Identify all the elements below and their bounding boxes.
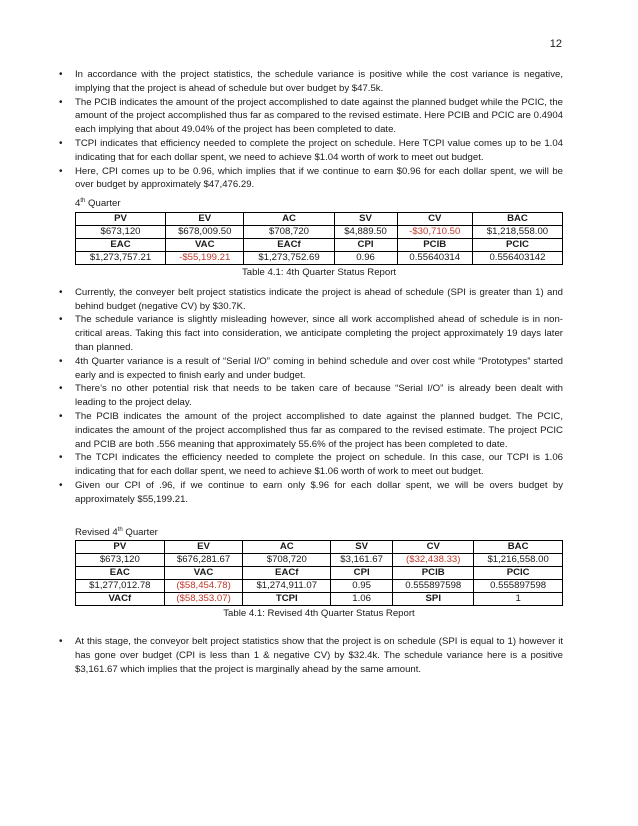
table-row	[76, 238, 563, 251]
header-cell: CV	[397, 212, 472, 225]
header-cell: PV	[76, 212, 166, 225]
value-cell: 0.555897598	[474, 580, 563, 593]
analysis-list-1	[59, 68, 563, 192]
document-body	[59, 68, 563, 677]
page-number: 12	[549, 38, 562, 50]
table-row	[76, 567, 563, 580]
header-cell: SV	[334, 212, 397, 225]
value-cell: $1,273,757.21	[76, 251, 166, 264]
value-cell: $708,720	[244, 225, 334, 238]
table2-title: Revised 4th Quarter	[75, 526, 158, 538]
list-item: • The PCIB indicates the amount of the project accomplished to date against the planned budget. The PCIC, indicates the amount of the project accomplished thus far as compared to the revised estimate. The project PCIC and PCIB are both .556 meaning that approximately 55.6% of the project has been completed to date.	[59, 410, 563, 451]
header-cell: SPI	[393, 593, 474, 606]
header-cell: EACf	[244, 238, 334, 251]
header-cell: PCIC	[474, 567, 563, 580]
table-row	[76, 251, 563, 264]
list-item: • Currently, the conveyer belt project statistics indicate the project is ahead of schedule (SPI is greater than 1) and behind budget (negative CV) by $30.7K.	[59, 286, 563, 314]
header-cell: VACf	[76, 593, 165, 606]
analysis-list-3	[59, 635, 563, 676]
list-item: • TCPI indicates that efficiency needed to complete the project on schedule. Here TCPI value comes up to be 1.04 indicating that for each dollar spent, we need to achieve $1.04 worth of work to meet out budget.	[59, 137, 563, 165]
header-cell: PCIC	[472, 238, 562, 251]
header-cell: CPI	[331, 567, 393, 580]
negative-value-cell: -$30,710.50	[397, 225, 472, 238]
value-cell: $708,720	[243, 554, 331, 567]
analysis-list-2	[59, 286, 563, 507]
list-item: • In accordance with the project statistics, the schedule variance is positive while the cost variance is negative, implying that the project is ahead of schedule but over budget by $47.5k.	[59, 68, 563, 96]
value-cell: 0.555897598	[393, 580, 474, 593]
table-row	[76, 212, 563, 225]
value-cell: $676,281.67	[164, 554, 243, 567]
table-row	[76, 541, 563, 554]
header-cell: AC	[244, 212, 334, 225]
value-cell: $1,273,752.69	[244, 251, 334, 264]
value-cell: $3,161.67	[331, 554, 393, 567]
value-cell: 1	[474, 593, 563, 606]
value-cell: 0.95	[331, 580, 393, 593]
negative-value-cell: ($58,353.07)	[164, 593, 243, 606]
table-row	[76, 554, 563, 567]
value-cell: 0.96	[334, 251, 397, 264]
status-report-table-q4	[75, 212, 563, 265]
value-cell: $1,277,012.78	[76, 580, 165, 593]
value-cell: $1,216,558.00	[474, 554, 563, 567]
list-item: • Here, CPI comes up to be 0.96, which implies that if we continue to earn $0.96 for each dollar spent, we will be over budget by approximately $47,476.29.	[59, 165, 563, 193]
table-row	[76, 593, 563, 606]
header-cell: EAC	[76, 567, 165, 580]
header-cell: TCPI	[243, 593, 331, 606]
header-cell: BAC	[474, 541, 563, 554]
list-item: • At this stage, the conveyor belt project statistics show that the project is on schedule (SPI is equal to 1) however it has gone over budget (CPI is less than 1 & negative CV) by $32.4k. The schedule variance here is a positive $3,161.67 which implies that the project is marginally ahead by the same amount.	[59, 635, 563, 676]
header-cell: EAC	[76, 238, 166, 251]
table2-caption: Table 4.1: Revised 4th Quarter Status Report	[223, 608, 415, 620]
value-cell: $1,218,558.00	[472, 225, 562, 238]
table1-title: 4th Quarter	[75, 198, 121, 210]
header-cell: PCIB	[393, 567, 474, 580]
value-cell: $673,120	[76, 554, 165, 567]
value-cell: $678,009.50	[166, 225, 244, 238]
negative-value-cell: ($58,454.78)	[164, 580, 243, 593]
header-cell: EACf	[243, 567, 331, 580]
header-cell: CV	[393, 541, 474, 554]
header-cell: EV	[164, 541, 243, 554]
negative-value-cell: -$55,199.21	[166, 251, 244, 264]
table1-caption: Table 4.1: 4th Quarter Status Report	[241, 266, 397, 278]
header-cell: EV	[166, 212, 244, 225]
status-report-table-revised-q4	[75, 540, 563, 606]
value-cell: $1,274,911.07	[243, 580, 331, 593]
header-cell: SV	[331, 541, 393, 554]
value-cell: 1.06	[331, 593, 393, 606]
list-item: • The TCPI indicates the efficiency needed to complete the project on schedule. In this case, our TCPI is 1.06 indicating that for each dollar spent, we need to achieve $1.06 worth of work to meet out budget.	[59, 451, 563, 479]
negative-value-cell: ($32,438.33)	[393, 554, 474, 567]
table-row	[76, 225, 563, 238]
header-cell: AC	[243, 541, 331, 554]
header-cell: PV	[76, 541, 165, 554]
list-item: • 4th Quarter variance is a result of “Serial I/O” coming in behind schedule and over cost while “Prototypes” started early and is expected to finish early and under budget.	[59, 355, 563, 383]
list-item: • Given our CPI of .96, if we continue to earn only $.96 for each dollar spent, we will be overs budget by approximately $55,199.21.	[59, 479, 563, 507]
list-item: • There’s no other potential risk that needs to be taken care of because “Serial I/O” is already been dealt with leading to the project delay.	[59, 382, 563, 410]
value-cell: 0.55640314	[397, 251, 472, 264]
header-cell: CPI	[334, 238, 397, 251]
table-row	[76, 580, 563, 593]
value-cell: $673,120	[76, 225, 166, 238]
list-item: • The PCIB indicates the amount of the project accomplished to date against the planned budget while the PCIC, the amount of the project accomplished thus far as compared to the revised estimate. Here PCIB and PCIC are 0.4904 each implying that about 49.04% of the project has been completed to date.	[59, 96, 563, 137]
value-cell: 0.556403142	[472, 251, 562, 264]
header-cell: VAC	[166, 238, 244, 251]
header-cell: VAC	[164, 567, 243, 580]
header-cell: PCIB	[397, 238, 472, 251]
header-cell: BAC	[472, 212, 562, 225]
list-item: • The schedule variance is slightly misleading however, since all work accomplished ahead of schedule is in non-critical areas. Taking this fact into consideration, we anticipate completing the project approximately 19 days later than planned.	[59, 313, 563, 354]
value-cell: $4,889.50	[334, 225, 397, 238]
